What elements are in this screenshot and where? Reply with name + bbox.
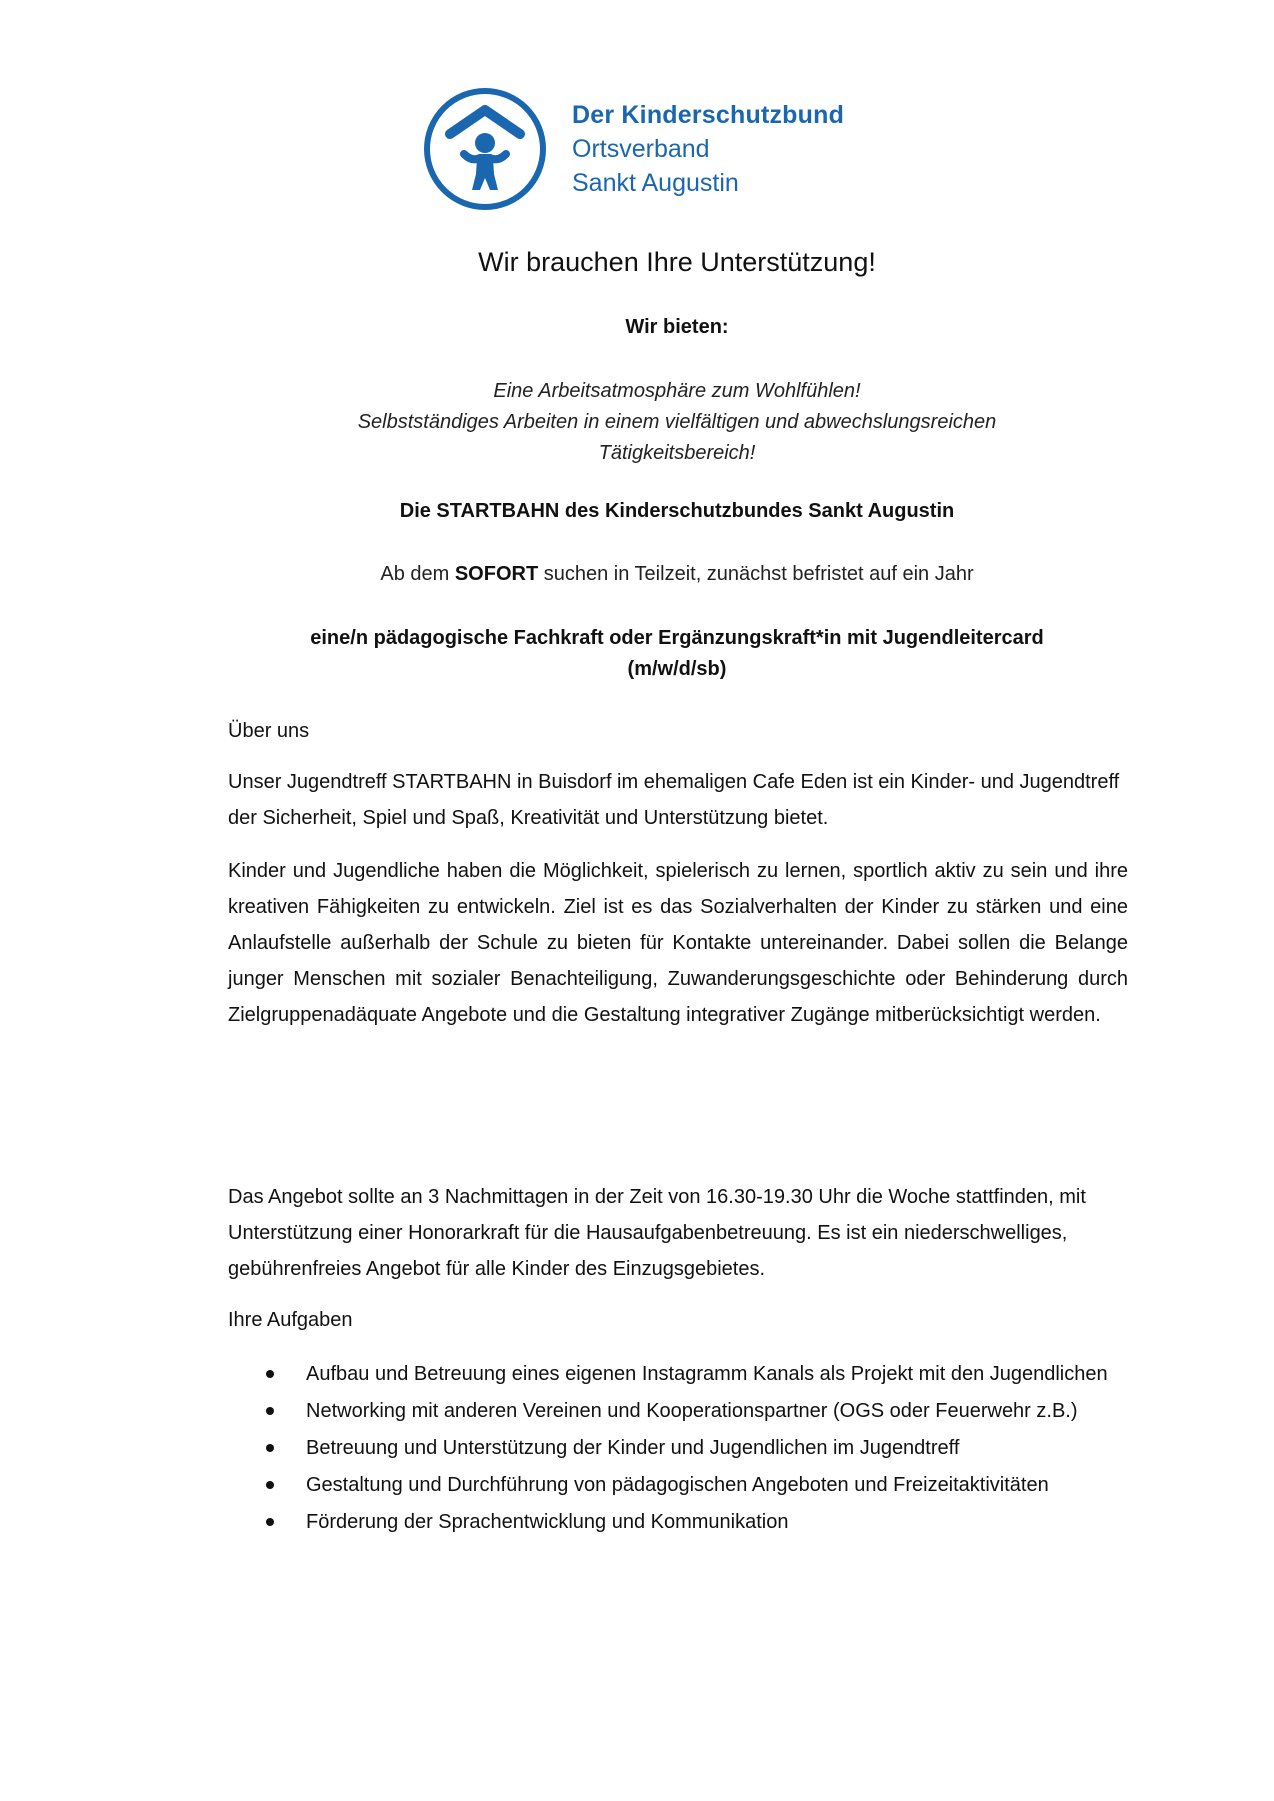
- about-heading: Über uns: [228, 720, 310, 742]
- list-item: [228, 1430, 1128, 1466]
- search-statement: [0, 563, 1274, 586]
- list-item: [228, 1467, 1128, 1503]
- list-item: [228, 1504, 1128, 1540]
- offer-lines: [0, 376, 1274, 469]
- bullet-icon: [266, 1407, 274, 1415]
- search-start-date: SOFORT: [454, 563, 539, 585]
- about-paragraph: Kinder und Jugendliche haben die Möglichkeit, spielerisch zu lernen, sportlich aktiv zu sein und ihre kreativen Fähigkeiten zu entwickeln. Ziel ist es das Sozialverhalten der Kinder zu stärken und eine Anlaufstelle außerhalb der Schule zu bieten für Kontakte untereinander. Dabei sollen die Belange junger Menschen mit sozialer Benachteiligung, Zuwanderungsgeschichte oder Behinderung durch Zielgruppenadäquate Angebote und die Gestaltung integrativer Zugänge mitberücksichtigt werden.: [228, 860, 1128, 1026]
- bullet-icon: [266, 1481, 274, 1489]
- list-item: [228, 1356, 1128, 1392]
- logo-text: [572, 98, 844, 200]
- kinderschutzbund-child-house-icon: [422, 86, 548, 212]
- logo-org-location: Sankt Augustin: [572, 169, 739, 197]
- about-paragraph: Unser Jugendtreff STARTBAHN in Buisdorf im ehemaligen Cafe Eden ist ein Kinder- und Jugendtreff der Sicherheit, Spiel und Spaß, Kreativität und Unterstützung bietet.: [228, 771, 1120, 829]
- list-item-text: Betreuung und Unterstützung der Kinder und Jugendlichen im Jugendtreff: [306, 1437, 960, 1459]
- page-title: Wir brauchen Ihre Unterstützung!: [478, 247, 876, 277]
- search-suffix: suchen in Teilzeit, zunächst befristet auf ein Jahr: [538, 563, 974, 585]
- organization-logo: [422, 86, 882, 216]
- bullet-icon: [266, 1370, 274, 1378]
- list-item-text: Networking mit anderen Vereinen und Kooperationspartner (OGS oder Feuerwehr z.B.): [306, 1400, 1078, 1422]
- position-gender: (m/w/d/sb): [627, 658, 727, 680]
- offer-line: Selbstständiges Arbeiten in einem vielfältigen und abwechslungsreichen: [357, 411, 997, 433]
- offer-paragraph: Das Angebot sollte an 3 Nachmittagen in der Zeit von 16.30-19.30 Uhr die Woche stattfinden, mit Unterstützung einer Honorarkraft für die Hausaufgabenbetreuung. Es ist ein niederschwelliges, gebührenfreies Angebot für alle Kinder des Einzugsgebietes.: [228, 1186, 1086, 1280]
- bullet-icon: [266, 1518, 274, 1526]
- tasks-heading: Ihre Aufgaben: [228, 1309, 353, 1331]
- offer-line: Tätigkeitsbereich!: [598, 442, 756, 464]
- offer-heading: Wir bieten:: [625, 316, 729, 338]
- list-item-text: Förderung der Sprachentwicklung und Kommunikation: [306, 1511, 789, 1533]
- logo-org-unit: Ortsverband: [572, 135, 710, 163]
- logo-org-name: Der Kinderschutzbund: [572, 101, 845, 129]
- bullet-icon: [266, 1444, 274, 1452]
- list-item: [228, 1393, 1128, 1429]
- tasks-list: [228, 1356, 1128, 1541]
- offer-line: Eine Arbeitsatmosphäre zum Wohlfühlen!: [493, 380, 861, 402]
- position-title: [0, 623, 1274, 685]
- search-prefix: Ab dem: [380, 563, 455, 585]
- list-item-text: Aufbau und Betreuung eines eigenen Instagramm Kanals als Projekt mit den Jugendlichen: [306, 1363, 1108, 1385]
- position-line: eine/n pädagogische Fachkraft oder Ergänzungskraft*in mit Jugendleitercard: [310, 627, 1044, 649]
- list-item-text: Gestaltung und Durchführung von pädagogischen Angeboten und Freizeitaktivitäten: [306, 1474, 1049, 1496]
- project-heading: Die STARTBAHN des Kinderschutzbundes Sankt Augustin: [399, 500, 955, 522]
